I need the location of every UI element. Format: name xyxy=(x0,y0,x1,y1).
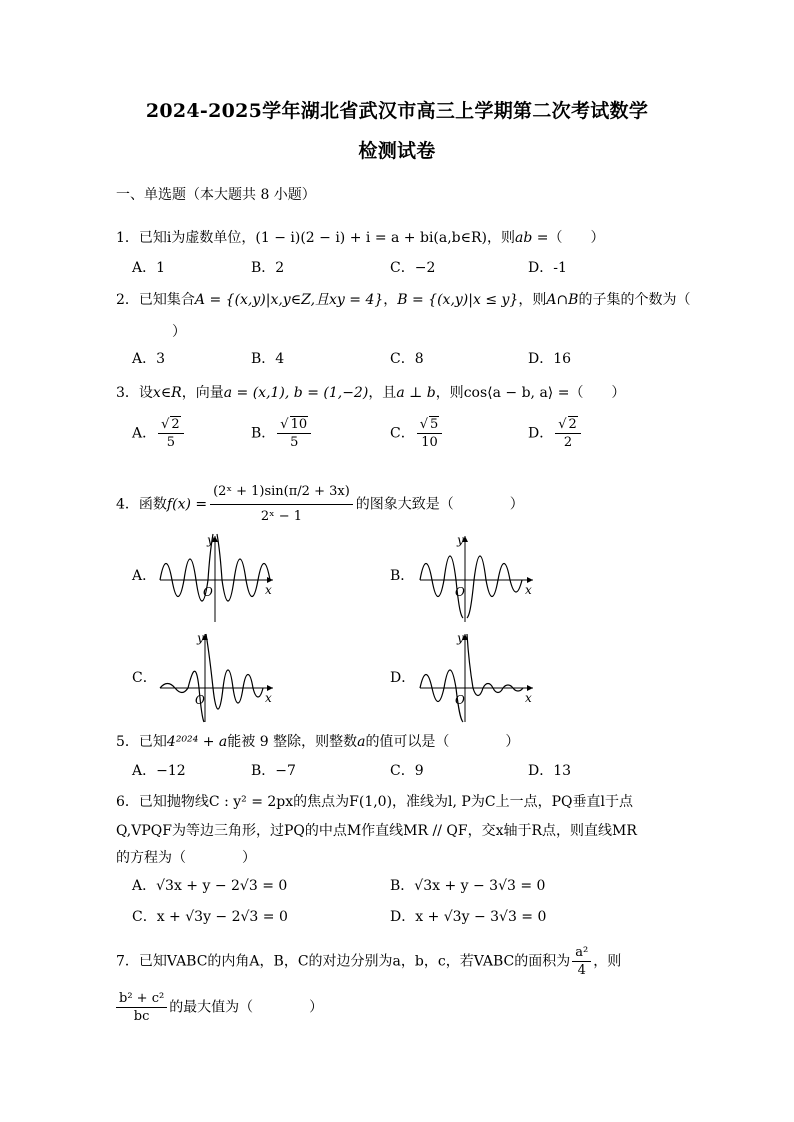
question-1-stem xyxy=(116,228,605,248)
q3-option-a-label: A． xyxy=(132,425,157,442)
q6-option-a[interactable]: A．√3x + y − 2√3 = 0 xyxy=(132,878,288,894)
question-3-stem xyxy=(116,383,625,403)
q5-option-a[interactable]: A．−12 xyxy=(132,763,186,779)
q3-perp: a ⊥ b xyxy=(396,385,436,401)
graph-a-origin: O xyxy=(203,585,213,599)
q3-option-d[interactable]: D． $\frac{√ 2}{2}$ xyxy=(528,416,583,451)
q5-option-b[interactable]: B．−7 xyxy=(251,763,296,779)
q3-option-a[interactable]: A． $\frac{√ 2}{5}$ xyxy=(132,416,186,451)
q3-option-a-den: 5 xyxy=(166,435,176,450)
question-6-line3: 的方程为（ ） xyxy=(116,850,256,866)
q4-text-b: 的图象大致是（ ） xyxy=(355,496,524,513)
q3-option-b-label: B． xyxy=(251,425,276,442)
q1-option-a[interactable]: A．1 xyxy=(132,260,166,276)
q3-option-b-den: 5 xyxy=(290,435,299,450)
q2-text-c: ， xyxy=(383,292,398,308)
q3-option-c-rad: 5 xyxy=(430,417,439,432)
q4-option-a[interactable]: A． xyxy=(132,568,157,584)
q2-text-e: ，则 xyxy=(518,292,547,308)
q5-expr: 4²⁰²⁴ + a xyxy=(166,734,228,750)
q7-frac2-den: bc xyxy=(133,1009,150,1024)
question-2-stem xyxy=(116,290,690,310)
q4-graph-a xyxy=(155,530,280,625)
q4-fx: f(x) = xyxy=(166,496,208,513)
q3-option-c-label: C． xyxy=(390,425,415,442)
graph-d-origin: O xyxy=(455,693,465,707)
q5-text-e: 的值可以是（ ） xyxy=(365,734,520,750)
question-6-line2: Q,VPQF为等边三角形，过PQ的中点M作直线MR // QF，交x轴于R点，则直线MR xyxy=(116,823,637,839)
q2-text-g: 的子集的个数为（ xyxy=(578,292,691,308)
graph-a-y-label: y xyxy=(207,533,214,547)
graph-b-origin: O xyxy=(455,585,465,599)
graph-c-curve xyxy=(160,634,263,722)
q5-text-c: 能被 9 整除，则整数 xyxy=(227,734,358,750)
q7-text-b: ，则 xyxy=(593,953,622,970)
q3-option-d-rad: 2 xyxy=(568,417,577,432)
q2-set-b: B = {(x,y)|x ≤ y} xyxy=(397,292,519,308)
q2-option-c[interactable]: C．8 xyxy=(390,351,424,367)
q6-option-b[interactable]: B．√3x + y − 3√3 = 0 xyxy=(390,878,546,894)
q1-expr: (1 − i)(2 − i) + i = a + bi(a,b∈R) xyxy=(255,230,488,246)
q3-option-d-label: D． xyxy=(528,425,554,442)
q2-option-a[interactable]: A．3 xyxy=(132,351,166,367)
graph-b-x-label: x xyxy=(525,583,532,597)
q2-intersection: A∩B xyxy=(546,292,579,308)
q3-text-g: ，则 xyxy=(435,385,464,401)
q1-text-a: 1．已知i为虚数单位， xyxy=(116,230,256,246)
section-heading: 一、单选题（本大题共 8 小题） xyxy=(116,187,316,203)
exam-title-line2: 检测试卷 xyxy=(358,140,436,162)
q1-option-d[interactable]: D．-1 xyxy=(528,260,567,276)
q2-option-d[interactable]: D．16 xyxy=(528,351,572,367)
graph-b-y-label: y xyxy=(457,533,464,547)
q4-numerator: (2ˣ + 1)sin(π/2 + 3x) xyxy=(210,480,353,505)
graph-d-curve xyxy=(420,634,523,722)
q7-frac-den: 4 xyxy=(577,963,586,978)
q3-option-c-den: 10 xyxy=(421,435,438,450)
q3-option-b[interactable]: B． $\frac{√ 10}{5}$ xyxy=(251,416,313,451)
question-5-stem xyxy=(116,732,519,752)
q3-text-i: （ ） xyxy=(569,385,626,401)
q6-option-c[interactable]: C．x + √3y − 2√3 = 0 xyxy=(132,909,288,925)
graph-d-y-label: y xyxy=(457,631,464,645)
question-6-line1: 6．已知抛物线C : y² = 2px的焦点为F(1,0)，准线为l, P为C上一点，PQ垂直l于点 xyxy=(116,794,633,810)
q3-text-e: ，且 xyxy=(368,385,397,401)
q3-option-c[interactable]: C． $\frac{√ 5}{10}$ xyxy=(390,416,444,451)
q1-text-c: ，则 xyxy=(487,230,516,246)
q4-option-c[interactable]: C． xyxy=(132,670,157,686)
q1-option-b[interactable]: B．2 xyxy=(251,260,285,276)
q3-text-c: ，向量 xyxy=(181,385,224,401)
question-4-stem xyxy=(116,480,524,529)
q4-graph-b xyxy=(415,530,540,625)
q2-option-b[interactable]: B．4 xyxy=(251,351,285,367)
q1-ab: ab xyxy=(515,230,533,246)
graph-a-x-label: x xyxy=(265,583,272,597)
q4-text-a: 4．函数 xyxy=(116,496,167,513)
q1-option-c[interactable]: C．−2 xyxy=(390,260,436,276)
question-7-line2 xyxy=(114,990,323,1025)
q7-text-c: 的最大值为（ ） xyxy=(169,999,324,1016)
graph-b-curve xyxy=(420,556,522,618)
q5-option-c[interactable]: C．9 xyxy=(390,763,424,779)
q3-x-in-r: x∈R xyxy=(152,385,182,401)
q2-set-a: A = {(x,y)|x,y∈Z,且xy = 4} xyxy=(194,292,384,308)
q7-text-a: 7．已知VABC的内角A，B，C的对边分别为a，b，c，若VABC的面积为 xyxy=(116,953,571,970)
q2-text-a: 2．已知集合 xyxy=(116,292,195,308)
q3-option-b-rad: 10 xyxy=(290,417,308,432)
q5-option-d[interactable]: D．13 xyxy=(528,763,572,779)
q3-option-d-den: 2 xyxy=(563,435,573,450)
graph-c-origin: O xyxy=(195,693,205,707)
q4-denominator: 2ˣ − 1 xyxy=(260,509,303,524)
q5-a: a xyxy=(357,734,366,750)
question-7-line1 xyxy=(116,944,621,979)
q7-frac2-num: b² + c² xyxy=(116,990,167,1008)
q3-text-a: 3．设 xyxy=(116,385,153,401)
q4-option-d[interactable]: D． xyxy=(390,670,416,686)
q5-text-a: 5．已知 xyxy=(116,734,167,750)
q1-text-e: =（ ） xyxy=(532,230,605,246)
q7-frac-num: a² xyxy=(572,944,591,962)
q3-vectors: a = (x,1), b = (1,−2) xyxy=(223,385,369,401)
graph-d-x-label: x xyxy=(525,691,532,705)
q4-graph-d xyxy=(415,630,540,725)
q6-option-d[interactable]: D．x + √3y − 3√3 = 0 xyxy=(390,909,547,925)
q2-close-paren: ） xyxy=(172,324,186,340)
q3-cos-expr: cos⟨a − b, a⟩ = xyxy=(463,385,570,401)
q3-option-a-rad: 2 xyxy=(171,417,180,432)
graph-c-x-label: x xyxy=(265,691,272,705)
graph-c-y-label: y xyxy=(197,631,204,645)
q4-option-b[interactable]: B． xyxy=(390,568,415,584)
q4-graph-c xyxy=(155,630,280,725)
exam-title-line1: 2024-2025学年湖北省武汉市高三上学期第二次考试数学 xyxy=(145,100,649,122)
